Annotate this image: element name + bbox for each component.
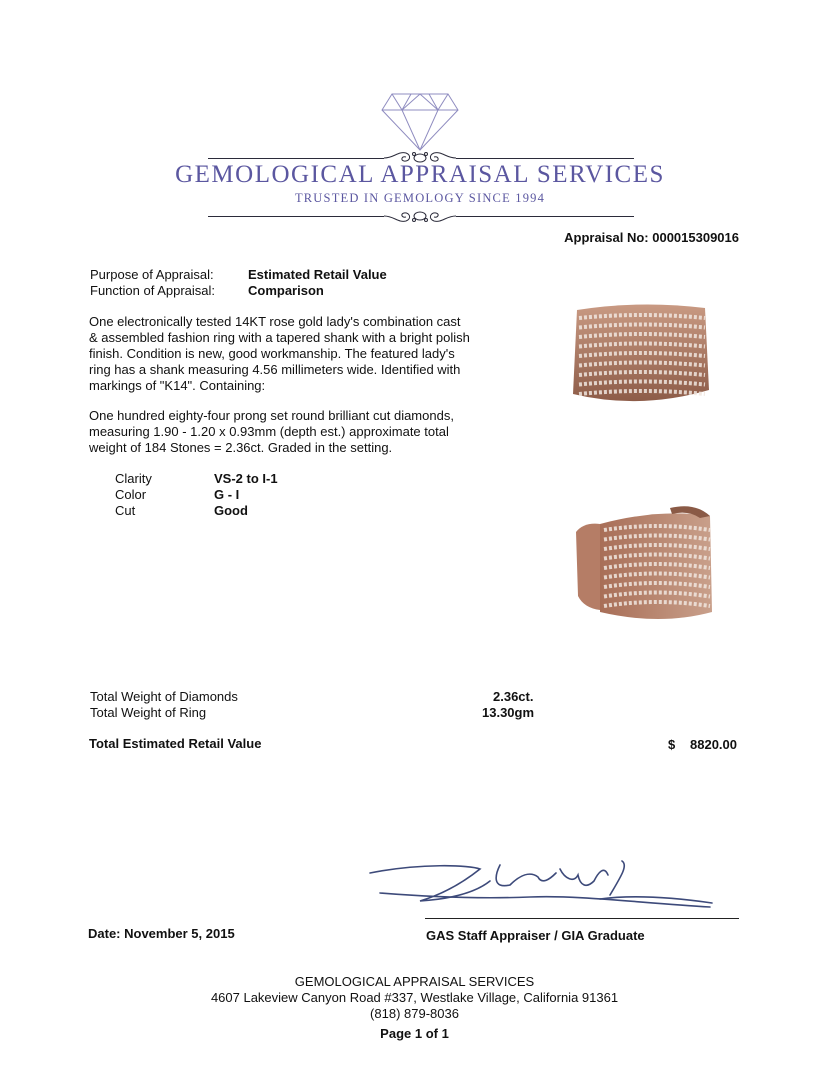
total-ring-weight-value: 13.30gm: [482, 705, 535, 720]
header-bottom-rule-left: [208, 216, 384, 217]
total-diamond-weight-label: Total Weight of Diamonds: [90, 689, 238, 704]
clarity-label: Clarity: [115, 471, 152, 486]
ring-photo-front: [565, 298, 715, 418]
diamond-line: weight of 184 Stones = 2.36ct. Graded in the setting.: [89, 440, 393, 455]
diamond-line: measuring 1.90 - 1.20 x 0.93mm (depth est.) approximate total: [89, 424, 449, 439]
header-top-rule-left: [208, 158, 384, 159]
cut-value: Good: [214, 503, 248, 518]
flourish-ornament-icon: [384, 206, 456, 226]
signature-line: [425, 918, 739, 919]
total-diamond-weight-value: 2.36ct.: [493, 689, 534, 704]
function-value: Comparison: [248, 283, 324, 298]
company-title: GEMOLOGICAL APPRAISAL SERVICES: [175, 161, 665, 188]
clarity-value: VS-2 to I-1: [214, 471, 278, 486]
purpose-value: Estimated Retail Value: [248, 267, 387, 282]
color-label: Color: [115, 487, 147, 502]
description-line: markings of "K14". Containing:: [89, 378, 266, 393]
function-label: Function of Appraisal:: [90, 283, 216, 298]
appraisal-number: Appraisal No: 000015309016: [564, 230, 739, 245]
total-ring-weight-label: Total Weight of Ring: [90, 705, 207, 720]
appraiser-signature: [360, 855, 720, 915]
ring-photo-side: [570, 500, 720, 630]
diamond-line: One hundred eighty-four prong set round brilliant cut diamonds,: [89, 408, 454, 423]
cut-label: Cut: [115, 503, 136, 518]
footer-company: GEMOLOGICAL APPRAISAL SERVICES: [294, 974, 535, 989]
footer-address: 4607 Lakeview Canyon Road #337, Westlake Village, California 91361: [210, 990, 619, 1005]
purpose-label: Purpose of Appraisal:: [90, 267, 214, 282]
diamond-logo-icon: [380, 92, 460, 152]
description-line: finish. Condition is new, good workmanship. The featured lady's: [89, 346, 455, 361]
page-number: Page 1 of 1: [380, 1026, 449, 1041]
footer-phone: (818) 879-8036: [370, 1006, 459, 1021]
header-top-rule-right: [456, 158, 634, 159]
header-bottom-rule-right: [456, 216, 634, 217]
diamond-description: [89, 408, 454, 456]
description-line: One electronically tested 14KT rose gold lady's combination cast: [89, 314, 461, 329]
color-value: G - I: [214, 487, 240, 502]
retail-value-amount: 8820.00: [690, 737, 737, 752]
appraiser-title: GAS Staff Appraiser / GIA Graduate: [426, 928, 645, 943]
appraisal-date: Date: November 5, 2015: [88, 926, 235, 941]
description-line: & assembled fashion ring with a tapered shank with a bright polish: [89, 330, 470, 345]
description-line: ring has a shank measuring 4.56 millimeters wide. Identified with: [89, 362, 461, 377]
retail-value-label: Total Estimated Retail Value: [89, 736, 262, 751]
currency-symbol: $: [668, 737, 676, 752]
company-tagline: TRUSTED IN GEMOLOGY SINCE 1994: [294, 191, 546, 205]
item-description: [89, 314, 470, 394]
